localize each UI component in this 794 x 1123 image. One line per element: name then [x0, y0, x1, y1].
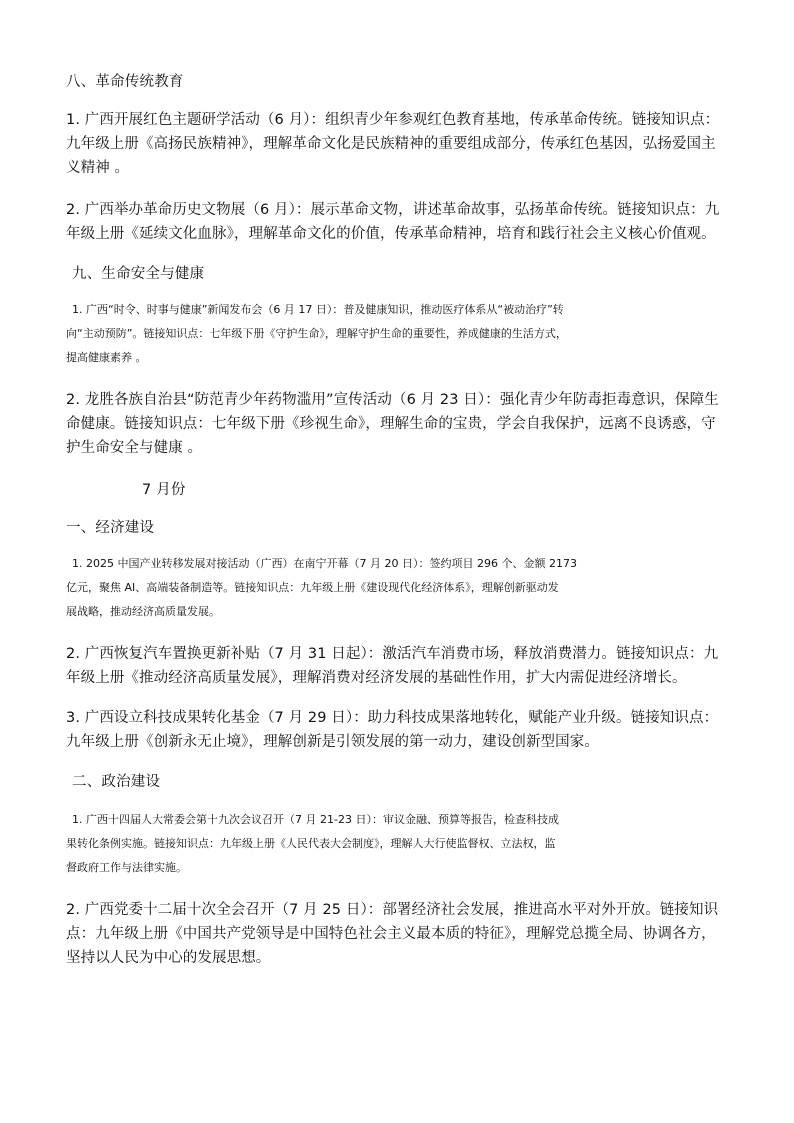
paragraph-line: 3. 广西设立科技成果转化基金（7 月 29 日）：助力科技成果落地转化，赋能产业升级。链接知识点：	[66, 710, 719, 726]
paragraph-line: 九年级上册《高扬民族精神》，理解革命文化是民族精神的重要组成部分，传承红色基因，弘扬爱国主	[66, 136, 716, 152]
section-heading: 九、生命安全与健康	[72, 266, 205, 282]
month-heading: 7 月份	[142, 482, 186, 498]
paragraph-line: 展战略，推动经济高质量发展。	[66, 605, 220, 618]
paragraph	[66, 108, 734, 180]
paragraph-line: 1. 广西十四届人大常委会第十九次会议召开（7 月 21-23 日）：审议金融、预算等报告，检查科技成	[72, 813, 559, 826]
paragraph-line: 向“主动预防”。链接知识点：七年级下册《守护生命》，理解守护生命的重要性，养成健康的生活方式，	[66, 327, 567, 340]
paragraph	[66, 706, 734, 754]
paragraph-line: 1. 2025 中国产业转移发展对接活动（广西）在南宁开幕（7 月 20 日）：签约项目 296 个、金额 2173	[72, 557, 577, 570]
paragraph-line: 亿元，聚焦 AI、高端装备制造等。链接知识点：九年级上册《建设现代化经济体系》，理解创新驱动发	[66, 581, 559, 594]
paragraph-line: 提高健康素养 。	[66, 351, 147, 364]
paragraph-line: 坚持以人民为中心的发展思想。	[66, 950, 271, 966]
paragraph-line: 2. 广西举办革命历史文物展（6 月）：展示革命文物，讲述革命故事，弘扬革命传统。链接知识点：九	[66, 202, 720, 218]
paragraph-line: 果转化条例实施。链接知识点：九年级上册《人民代表大会制度》，理解人大行使监督权、立法权，监	[66, 837, 556, 850]
paragraph-line: 年级上册《推动经济高质量发展》，理解消费对经济发展的基础性作用，扩大内需促进经济增长。	[66, 670, 687, 686]
section-heading: 一、经济建设	[66, 520, 155, 536]
paragraph	[66, 808, 740, 880]
paragraph	[66, 642, 734, 690]
paragraph	[66, 552, 740, 624]
paragraph	[66, 388, 734, 460]
paragraph	[66, 198, 734, 246]
section-heading: 二、政治建设	[72, 774, 161, 790]
paragraph-line: 点：九年级上册《中国共产党领导是中国特色社会主义最本质的特征》，理解党总揽全局、协调各方，	[66, 926, 716, 942]
paragraph-line: 2. 广西恢复汽车置换更新补贴（7 月 31 日起）：激活汽车消费市场，释放消费潜力。链接知识点：九	[66, 646, 719, 662]
paragraph-line: 2. 广西党委十二届十次全会召开（7 月 25 日）：部署经济社会发展，推进高水平对外开放。链接知识	[66, 902, 719, 918]
paragraph	[66, 298, 740, 370]
section-heading: 八、革命传统教育	[66, 74, 184, 90]
paragraph-line: 1. 广西开展红色主题研学活动（6 月）：组织青少年参观红色教育基地，传承革命传统。链接知识点：	[66, 112, 720, 128]
paragraph	[66, 898, 734, 970]
paragraph-line: 1. 广西“时令、时事与健康”新闻发布会（6 月 17 日）：普及健康知识，推动医疗体系从“被动治疗”转	[72, 303, 564, 316]
paragraph-line: 义精神 。	[66, 160, 130, 176]
paragraph-line: 督政府工作与法律实施。	[66, 861, 187, 874]
paragraph-line: 2. 龙胜各族自治县“防范青少年药物滥用”宣传活动（6 月 23 日）：强化青少年防毒拒毒意识，保障生	[66, 392, 719, 408]
paragraph-line: 命健康。链接知识点：七年级下册《珍视生命》，理解生命的宝贵，学会自我保护，远离不良诱惑，守	[66, 416, 716, 432]
paragraph-line: 护生命安全与健康 。	[66, 440, 203, 456]
paragraph-line: 年级上册《延续文化血脉》，理解革命文化的价值，传承革命精神，培育和践行社会主义核心价值观。	[66, 226, 716, 242]
paragraph-line: 九年级上册《创新永无止境》，理解创新是引领发展的第一动力，建设创新型国家。	[66, 734, 599, 750]
